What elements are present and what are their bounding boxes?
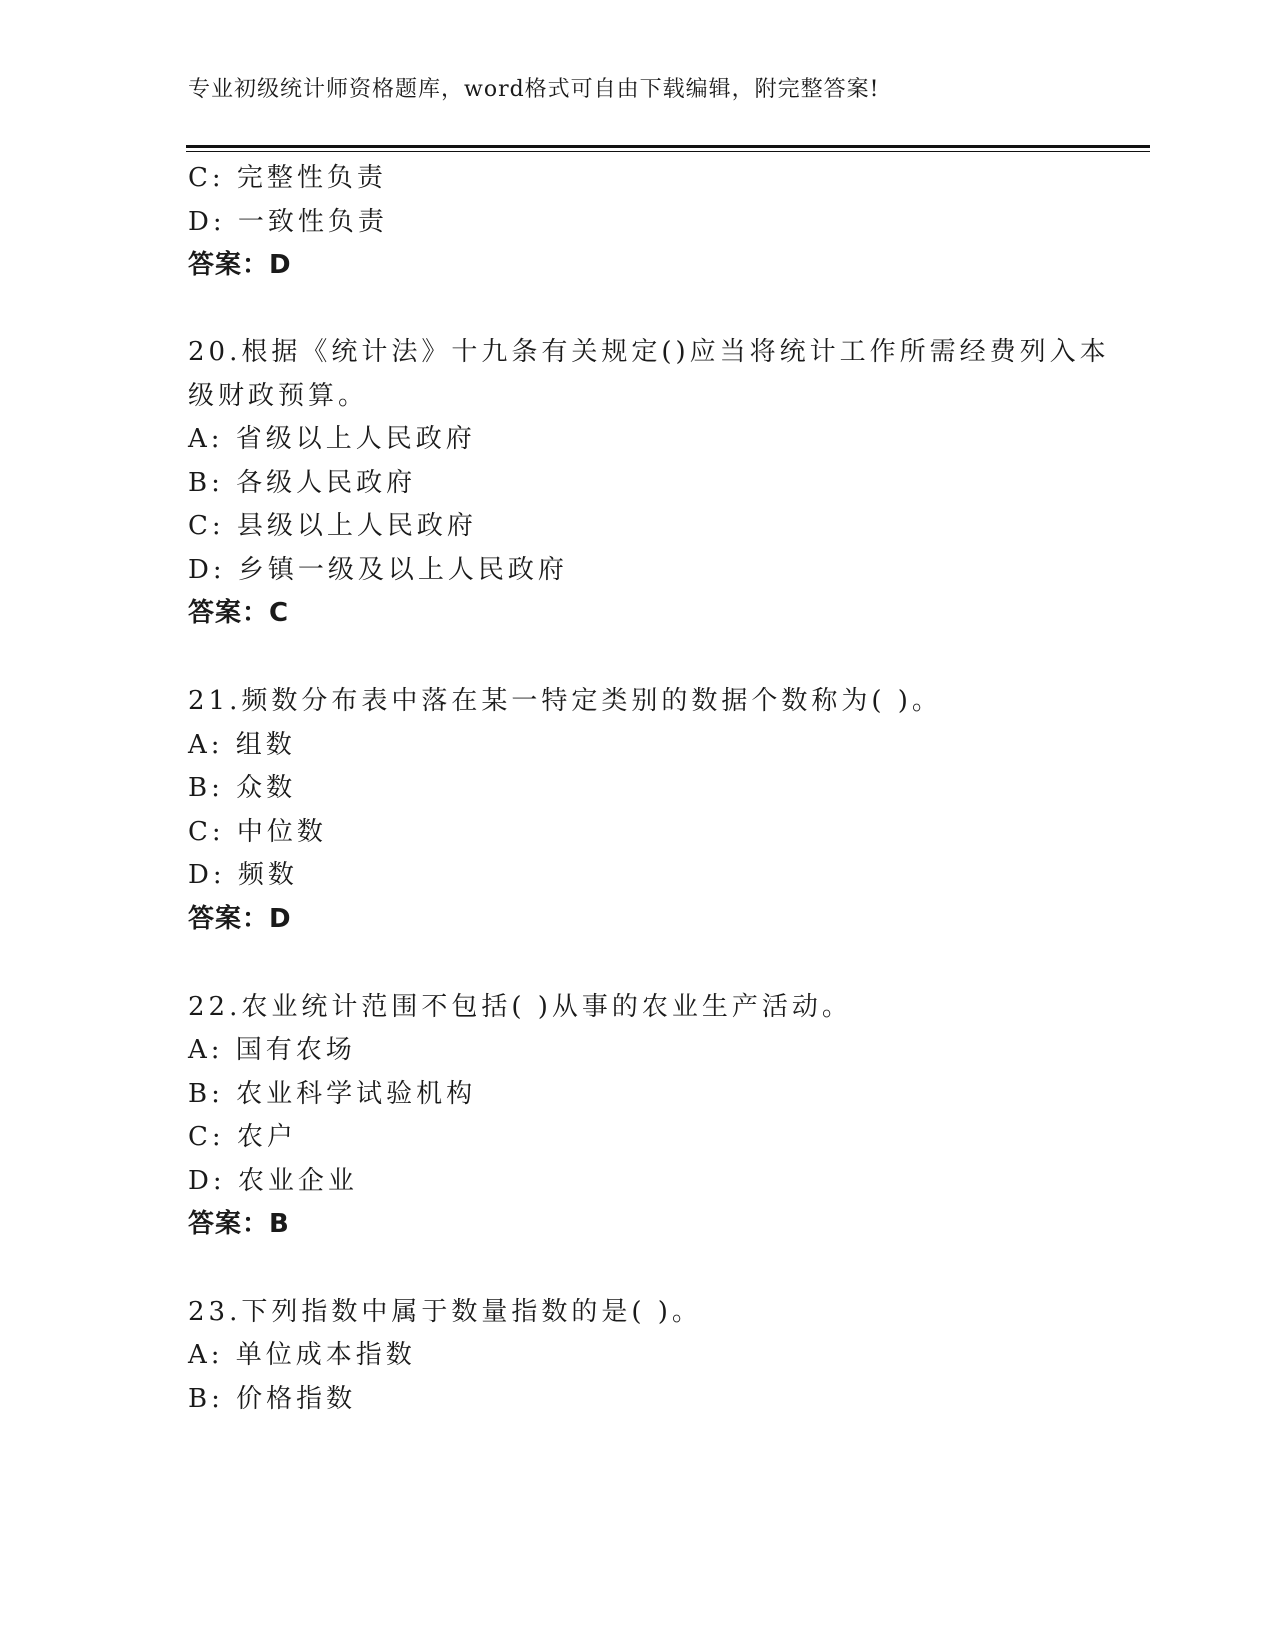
option-b: B: 众数	[188, 773, 297, 803]
question-22-text: 22.农业统计范围不包括( )从事的农业生产活动。	[188, 992, 852, 1022]
option-d: D: 一致性负责	[188, 207, 388, 237]
answer-line: 答案：C	[188, 598, 290, 628]
option-c: C: 中位数	[188, 817, 327, 847]
header-rule-thick	[186, 145, 1150, 148]
page-header: 专业初级统计师资格题库，word格式可自由下载编辑，附完整答案!	[188, 77, 880, 102]
option-c: C: 农户	[188, 1122, 297, 1152]
answer-line: 答案：B	[188, 1209, 290, 1239]
question-20-text-cont: 级财政预算。	[188, 381, 369, 411]
question-21-text: 21.频数分布表中落在某一特定类别的数据个数称为( )。	[188, 686, 942, 716]
option-c: C: 完整性负责	[188, 163, 387, 193]
option-a: A: 单位成本指数	[188, 1340, 416, 1370]
header-rule-thin	[186, 151, 1150, 152]
answer-line: 答案：D	[188, 250, 292, 280]
option-b: B: 价格指数	[188, 1384, 357, 1414]
question-23-text: 23.下列指数中属于数量指数的是( )。	[188, 1297, 702, 1327]
option-d: D: 频数	[188, 860, 298, 890]
option-d: D: 农业企业	[188, 1166, 358, 1196]
option-b: B: 各级人民政府	[188, 468, 417, 498]
option-c: C: 县级以上人民政府	[188, 511, 477, 541]
option-a: A: 国有农场	[188, 1035, 356, 1065]
option-b: B: 农业科学试验机构	[188, 1079, 477, 1109]
option-a: A: 省级以上人民政府	[188, 424, 476, 454]
option-a: A: 组数	[188, 730, 296, 760]
answer-line: 答案：D	[188, 904, 292, 934]
option-d: D: 乡镇一级及以上人民政府	[188, 555, 568, 585]
question-20-text: 20.根据《统计法》十九条有关规定()应当将统计工作所需经费列入本	[188, 337, 1110, 367]
